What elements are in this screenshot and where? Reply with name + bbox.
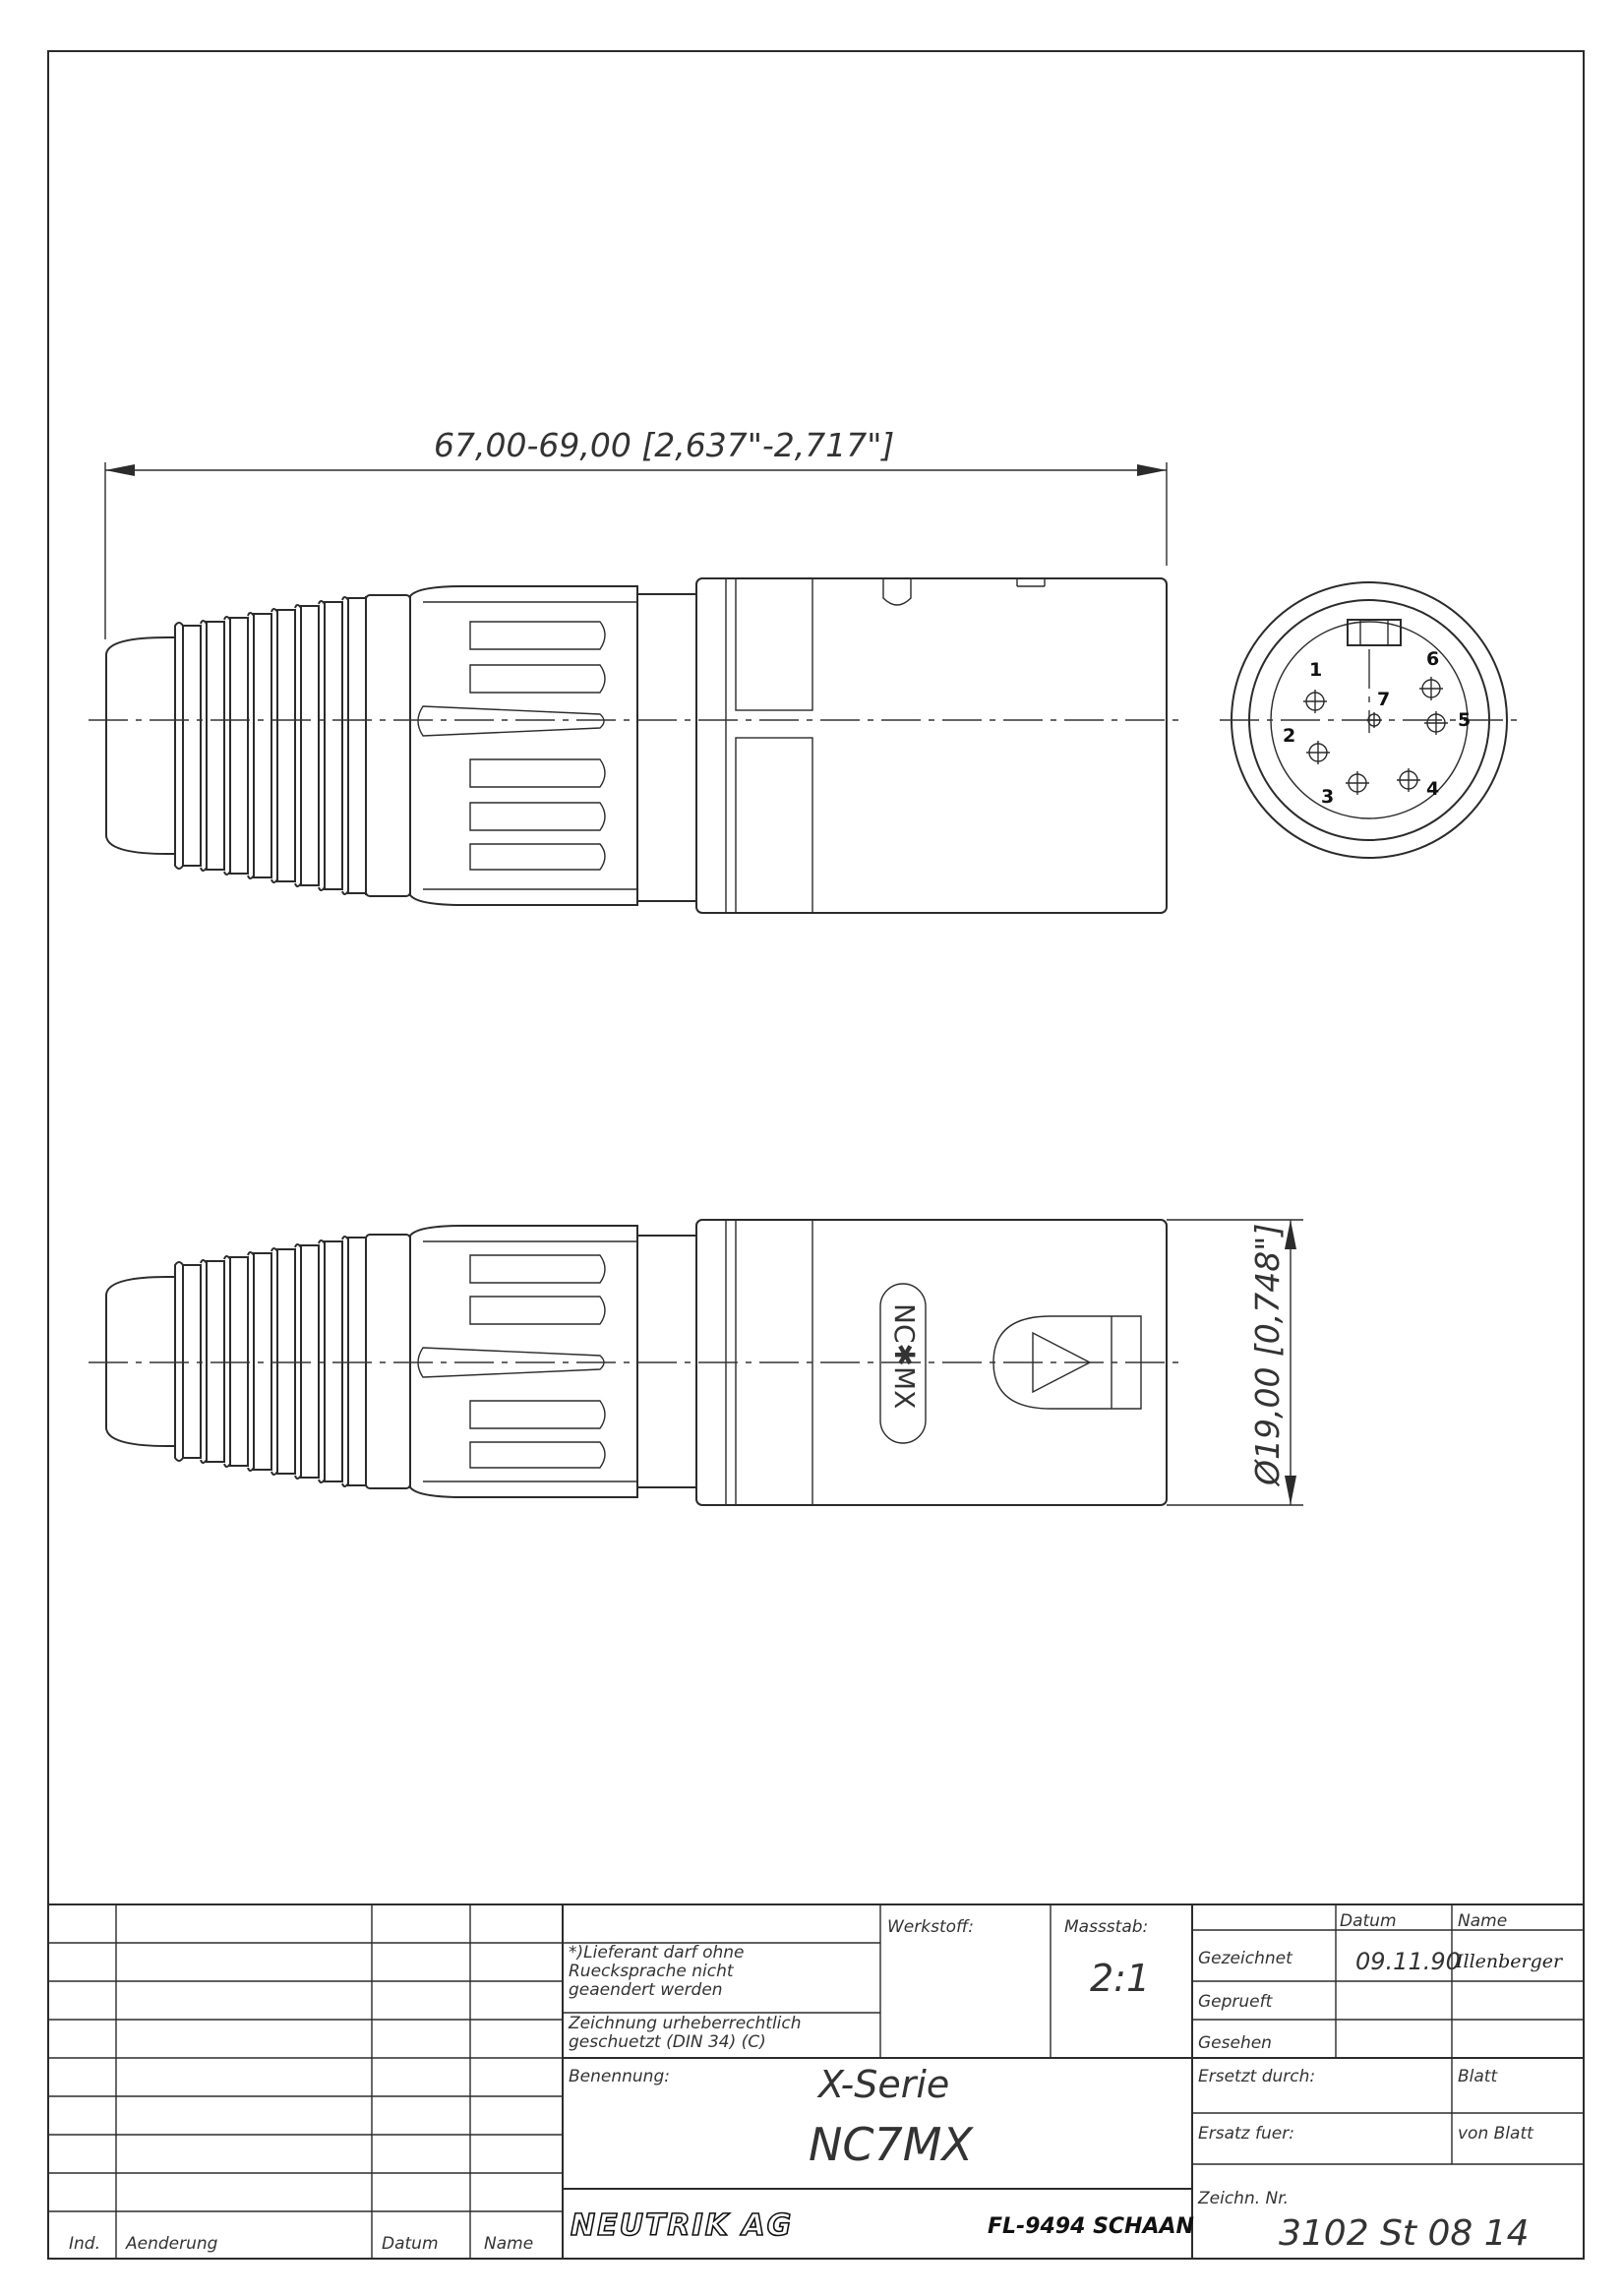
werkstoff-label: Werkstoff: <box>887 1917 975 1937</box>
svg-text:geschuetzt (DIN 34) (C): geschuetzt (DIN 34) (C) <box>569 2032 766 2052</box>
gesehen-label: Gesehen <box>1198 2033 1272 2053</box>
company-logo: NEUTRIK AG <box>571 2208 794 2243</box>
rev-header-name: Name <box>484 2234 534 2254</box>
zeichn-nr-label: Zeichn. Nr. <box>1198 2189 1290 2208</box>
gezeichnet-name: Illenberger <box>1456 1951 1563 1972</box>
svg-text:3: 3 <box>1321 786 1335 808</box>
ersatz-fuer-label: Ersatz fuer: <box>1198 2124 1294 2144</box>
rev-header-ind: Ind. <box>69 2234 100 2254</box>
pin-3 <box>1321 771 1369 808</box>
part-name: NC7MX <box>809 2118 973 2171</box>
connector-front-view <box>1220 582 1520 858</box>
svg-text:7: 7 <box>1377 689 1391 710</box>
pin-2 <box>1283 725 1330 764</box>
benennung-label: Benennung: <box>569 2067 670 2086</box>
geprueft-label: Geprueft <box>1198 1992 1273 2012</box>
pin-5 <box>1424 709 1471 735</box>
svg-text:4: 4 <box>1426 778 1440 800</box>
pin-6 <box>1419 648 1443 700</box>
massstab-value: 2:1 <box>1090 1957 1151 2000</box>
connector-side-view-bottom <box>89 1220 1303 1505</box>
title-block <box>48 1904 1584 2259</box>
svg-text:5: 5 <box>1458 709 1472 731</box>
drawing-number: 3102 St 08 14 <box>1279 2213 1530 2254</box>
connector-side-view-top <box>89 426 1185 913</box>
body-marking: NC✱MX <box>888 1303 921 1410</box>
svg-text:*)Lieferant darf ohne: *)Lieferant darf ohne <box>569 1943 745 1963</box>
company-location: FL-9494 SCHAAN <box>988 2214 1194 2239</box>
svg-text:Zeichnung urheberrechtlich: Zeichnung urheberrechtlich <box>569 2014 802 2033</box>
diameter-dimension: Ø19,00 [0,748"] <box>1248 1223 1287 1485</box>
name-header: Name <box>1458 1911 1508 1931</box>
length-dimension: 67,00-69,00 [2,637"-2,717"] <box>434 426 895 464</box>
datum-header: Datum <box>1340 1911 1397 1931</box>
pin-4 <box>1397 768 1439 800</box>
gezeichnet-date: 09.11.90 <box>1355 1948 1461 1975</box>
svg-text:Ruecksprache nicht: Ruecksprache nicht <box>569 1962 734 1981</box>
svg-text:6: 6 <box>1426 648 1440 670</box>
svg-text:2: 2 <box>1283 725 1296 747</box>
ersetzt-durch-label: Ersetzt durch: <box>1198 2067 1316 2086</box>
rev-header-datum: Datum <box>382 2234 439 2254</box>
rev-header-aenderung: Aenderung <box>126 2234 218 2254</box>
series-name: X-Serie <box>818 2063 950 2106</box>
blatt-label: Blatt <box>1458 2067 1498 2086</box>
pin-1 <box>1303 659 1327 713</box>
massstab-label: Massstab: <box>1064 1917 1149 1937</box>
gezeichnet-label: Gezeichnet <box>1198 1949 1292 1968</box>
svg-text:geaendert werden: geaendert werden <box>569 1980 723 2000</box>
von-blatt-label: von Blatt <box>1458 2124 1533 2144</box>
svg-text:1: 1 <box>1309 659 1323 681</box>
